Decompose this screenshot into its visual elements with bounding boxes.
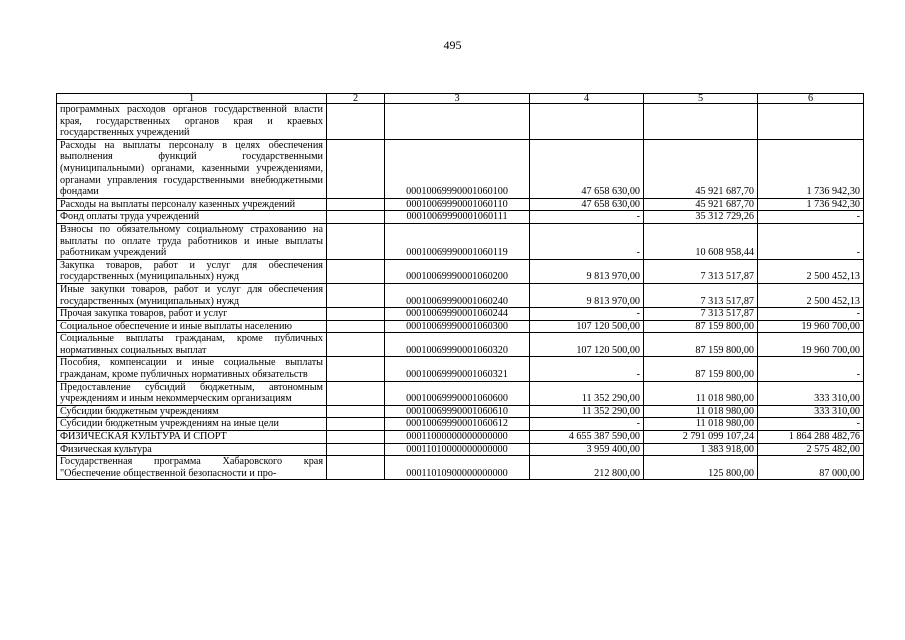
row-value-5: 11 018 980,00 [644,381,758,405]
row-name: Расходы на выплаты персоналу казенных учреждений [57,198,327,211]
table-row [57,259,864,283]
row-code: 00010069990001060200 [385,259,530,283]
row-value-5: 1 383 918,00 [644,443,758,456]
table-row [57,198,864,211]
row-code: 00010069990001060240 [385,283,530,307]
row-col-2 [327,405,385,418]
header-col-3: 3 [385,94,530,104]
row-name: ФИЗИЧЕСКАЯ КУЛЬТУРА И СПОРТ [57,431,327,444]
row-value-6: - [758,357,864,381]
row-value-5: 2 791 099 107,24 [644,431,758,444]
row-col-2 [327,456,385,480]
row-col-2 [327,211,385,224]
row-value-4: - [530,211,644,224]
row-col-2 [327,431,385,444]
header-col-5: 5 [644,94,758,104]
row-value-4: 9 813 970,00 [530,259,644,283]
row-code: 00010069990001060300 [385,320,530,333]
row-col-2 [327,104,385,140]
row-value-5: 45 921 687,70 [644,139,758,198]
row-value-6: - [758,418,864,431]
row-name: Фонд оплаты труда учреждений [57,211,327,224]
row-value-6: 19 960 700,00 [758,333,864,357]
row-value-6: - [758,211,864,224]
row-name: Предоставление субсидий бюджетным, автономным учреждениям и иным некоммерческим организациям [57,381,327,405]
table-row [57,333,864,357]
row-value-6: 1 864 288 482,76 [758,431,864,444]
row-code: 00010069990001060321 [385,357,530,381]
row-value-4: - [530,223,644,259]
header-col-6: 6 [758,94,864,104]
table-row [57,139,864,198]
budget-table [56,93,864,480]
header-col-4: 4 [530,94,644,104]
row-name: Закупка товаров, работ и услуг для обеспечения государственных (муниципальных) нужд [57,259,327,283]
row-value-6: 333 310,00 [758,405,864,418]
row-code: 00010069990001060320 [385,333,530,357]
row-name: Расходы на выплаты персоналу в целях обеспечения выполнения функций государственными (муниципальными) органами, казенными учреждениями, органами управления государственными внебюджетными фондами [57,139,327,198]
row-value-4: - [530,418,644,431]
row-value-5: 7 313 517,87 [644,308,758,321]
row-code [385,104,530,140]
row-name: Государственная программа Хабаровского края "Обеспечение общественной безопасности и про- [57,456,327,480]
row-code: 00011010000000000000 [385,443,530,456]
row-col-2 [327,333,385,357]
row-value-4: 4 655 387 590,00 [530,431,644,444]
row-value-5: 87 159 800,00 [644,320,758,333]
row-name: Субсидии бюджетным учреждениям на иные цели [57,418,327,431]
header-col-1: 1 [57,94,327,104]
row-code: 00010069990001060111 [385,211,530,224]
table-row [57,320,864,333]
row-col-2 [327,418,385,431]
row-value-5: 125 800,00 [644,456,758,480]
row-name: Социальное обеспечение и иные выплаты населению [57,320,327,333]
row-value-4: 47 658 630,00 [530,198,644,211]
table-row [57,456,864,480]
header-col-2: 2 [327,94,385,104]
row-value-6: 2 500 452,13 [758,259,864,283]
row-value-4: 9 813 970,00 [530,283,644,307]
row-code: 00010069990001060100 [385,139,530,198]
row-value-5: 45 921 687,70 [644,198,758,211]
row-code: 00011010900000000000 [385,456,530,480]
row-name: Физическая культура [57,443,327,456]
row-value-4: 212 800,00 [530,456,644,480]
table-row [57,431,864,444]
row-value-6: 1 736 942,30 [758,198,864,211]
row-name: Прочая закупка товаров, работ и услуг [57,308,327,321]
row-value-5: 10 608 958,44 [644,223,758,259]
row-value-6: - [758,308,864,321]
table-row [57,405,864,418]
row-value-5: 87 159 800,00 [644,357,758,381]
row-code: 00010069990001060612 [385,418,530,431]
row-value-4: 47 658 630,00 [530,139,644,198]
row-value-6: 2 500 452,13 [758,283,864,307]
row-name: Социальные выплаты гражданам, кроме публичных нормативных социальных выплат [57,333,327,357]
row-value-5 [644,104,758,140]
row-code: 00010069990001060600 [385,381,530,405]
row-value-5: 87 159 800,00 [644,333,758,357]
row-col-2 [327,381,385,405]
table-row [57,283,864,307]
row-value-6: 19 960 700,00 [758,320,864,333]
row-code: 00010069990001060110 [385,198,530,211]
row-col-2 [327,139,385,198]
row-value-4: - [530,308,644,321]
row-col-2 [327,443,385,456]
row-name: Иные закупки товаров, работ и услуг для обеспечения государственных (муниципальных) нужд [57,283,327,307]
row-value-4: 107 120 500,00 [530,320,644,333]
row-col-2 [327,357,385,381]
row-name: программных расходов органов государственной власти края, государственных органов края и краевых государственных учреждений [57,104,327,140]
row-value-5: 7 313 517,87 [644,259,758,283]
row-col-2 [327,223,385,259]
header-row [57,94,864,104]
row-value-4: 11 352 290,00 [530,405,644,418]
row-col-2 [327,283,385,307]
row-value-5: 11 018 980,00 [644,418,758,431]
row-name: Пособия, компенсации и иные социальные выплаты гражданам, кроме публичных нормативных обязательств [57,357,327,381]
row-code: 00011000000000000000 [385,431,530,444]
table-row [57,418,864,431]
row-value-4: 3 959 400,00 [530,443,644,456]
row-name: Субсидии бюджетным учреждениям [57,405,327,418]
row-value-4 [530,104,644,140]
table-row [57,381,864,405]
row-col-2 [327,320,385,333]
row-value-6 [758,104,864,140]
table-row [57,211,864,224]
table-row [57,104,864,140]
row-value-6: 333 310,00 [758,381,864,405]
row-value-6: - [758,223,864,259]
row-value-5: 11 018 980,00 [644,405,758,418]
row-value-4: 107 120 500,00 [530,333,644,357]
row-value-4: - [530,357,644,381]
table-row [57,443,864,456]
row-col-2 [327,198,385,211]
row-value-5: 35 312 729,26 [644,211,758,224]
row-name: Взносы по обязательному социальному страхованию на выплаты по оплате труда работников и иные выплаты работникам учреждений [57,223,327,259]
row-value-6: 2 575 482,00 [758,443,864,456]
table-row [57,308,864,321]
row-code: 00010069990001060610 [385,405,530,418]
row-value-6: 1 736 942,30 [758,139,864,198]
row-code: 00010069990001060119 [385,223,530,259]
row-col-2 [327,308,385,321]
row-col-2 [327,259,385,283]
row-value-5: 7 313 517,87 [644,283,758,307]
row-value-6: 87 000,00 [758,456,864,480]
row-code: 00010069990001060244 [385,308,530,321]
table-row [57,223,864,259]
row-value-4: 11 352 290,00 [530,381,644,405]
page-number: 495 [443,38,462,52]
table-row [57,357,864,381]
